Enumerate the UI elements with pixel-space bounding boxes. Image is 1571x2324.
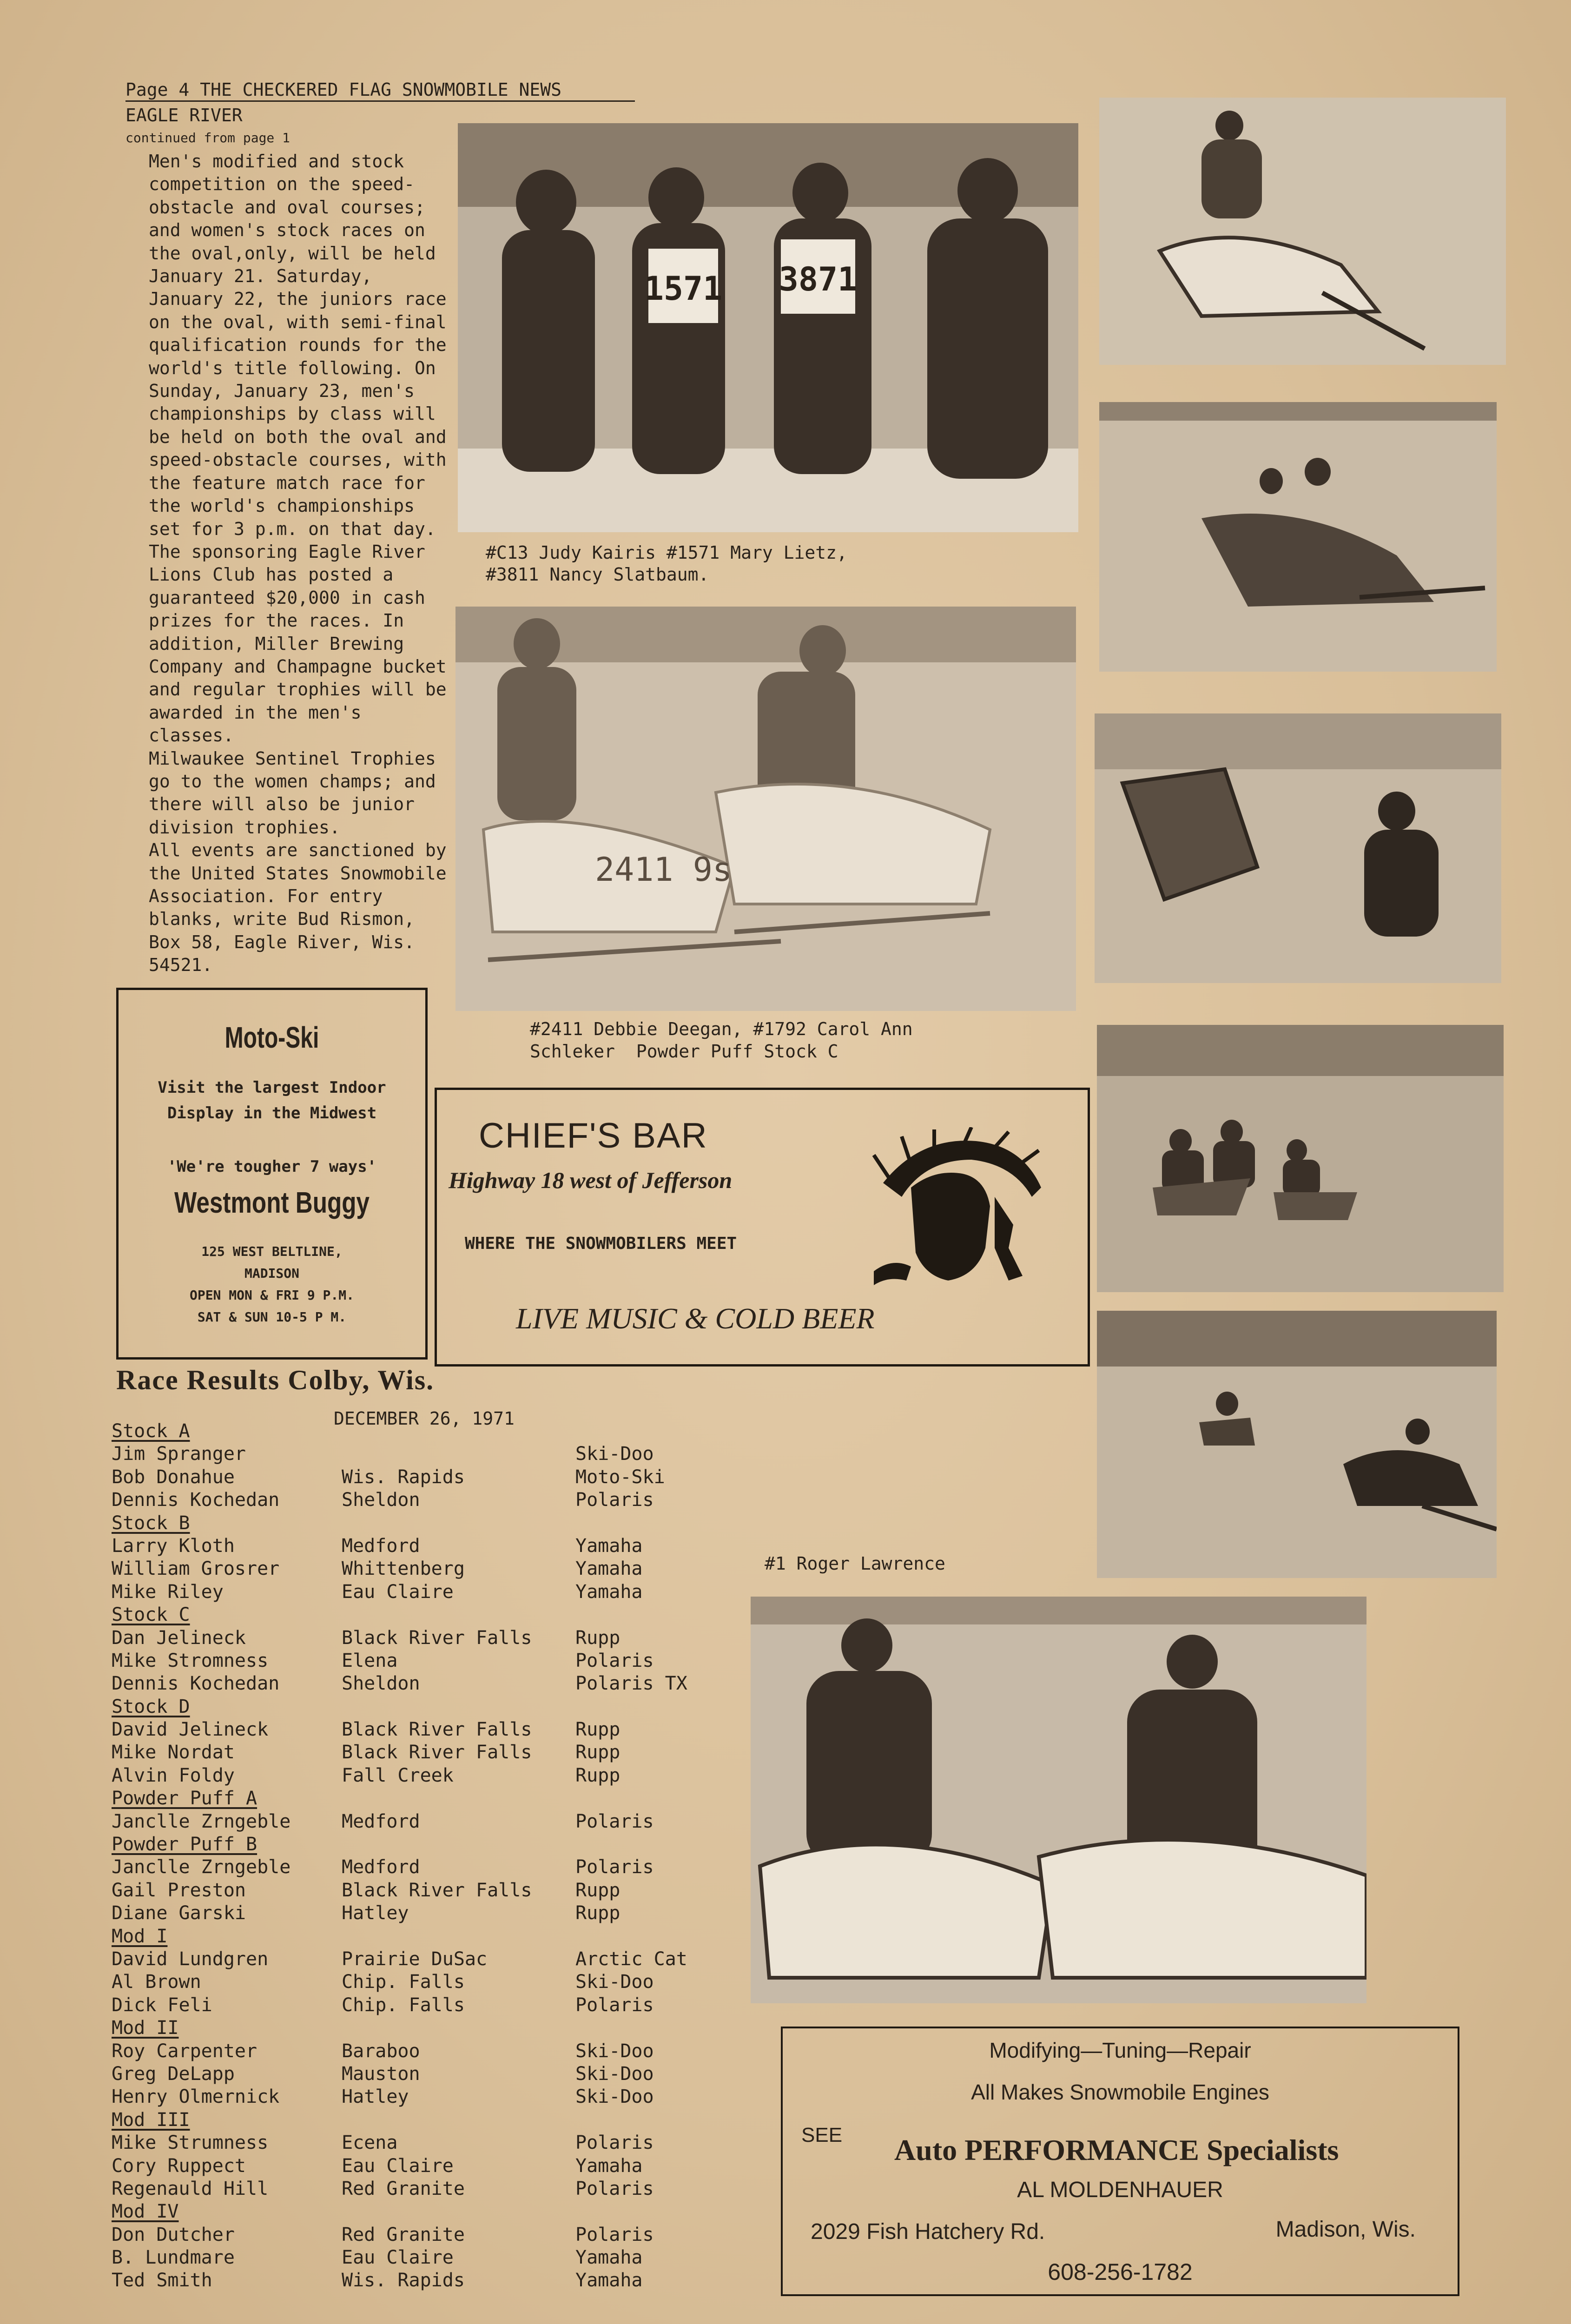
racer-make: Moto-Ski xyxy=(575,1466,665,1488)
racer-name: Mike Stromness xyxy=(112,1650,269,1671)
racer-make: Ski-Doo xyxy=(575,1971,654,1993)
page-header: Page 4 THE CHECKERED FLAG SNOWMOBILE NEWS xyxy=(125,79,635,102)
results-category xyxy=(112,2017,725,2040)
photo-race-finish xyxy=(1097,1311,1497,1578)
article-paragraph: The sponsoring Eagle River Lions Club has posted a guaranteed $20,000 in cash prizes for the races. In addition, Miller Brewing Company and Champagne bucket and regular trophies will be awarded in the men's classes. xyxy=(149,541,447,746)
ad-text: Display in the Midwest xyxy=(167,1104,377,1122)
ad-owner: AL MOLDENHAUER xyxy=(1017,2178,1223,2202)
racer-name: Alvin Foldy xyxy=(112,1764,235,1786)
racer-make: Yamaha xyxy=(575,1535,643,1557)
category-label: Powder Puff A xyxy=(112,1788,257,1809)
bib-number: 3871 xyxy=(779,260,858,298)
results-row xyxy=(112,2246,725,2269)
ad-tagline: WHERE THE SNOWMOBILERS MEET xyxy=(465,1234,737,1253)
racer-name: Diane Garski xyxy=(112,1902,246,1924)
ad-hours: OPEN MON & FRI 9 P.M. xyxy=(189,1287,354,1303)
continued-note: continued from page 1 xyxy=(125,130,290,145)
photo-race-finish-image xyxy=(1097,1311,1497,1578)
ad-chiefs-bar xyxy=(435,1088,1090,1367)
racer-make: Polaris xyxy=(575,1810,654,1832)
racer-name: Janclle Zrngeble xyxy=(112,1810,291,1832)
results-table xyxy=(112,1420,725,2292)
results-row xyxy=(112,1764,725,1787)
racer-make: Yamaha xyxy=(575,1581,643,1603)
racer-make: Polaris xyxy=(575,1650,654,1671)
racer-make: Rupp xyxy=(575,1627,620,1649)
racer-make: Polaris xyxy=(575,2178,654,2199)
racer-make: Polaris xyxy=(575,1994,654,2016)
racer-make: Polaris xyxy=(575,2132,654,2154)
results-row xyxy=(112,1466,725,1489)
photo-overturned-sled-image xyxy=(1095,713,1501,983)
ad-auto-performance xyxy=(781,2027,1459,2296)
ad-subtitle: Highway 18 west of Jefferson xyxy=(449,1167,733,1193)
racer-town: Wis. Rapids xyxy=(342,2270,465,2291)
racer-make: Yamaha xyxy=(575,1558,643,1580)
photo-caption: #1 Roger Lawrence xyxy=(765,1553,945,1574)
results-row xyxy=(112,1902,725,1925)
racer-name: Henry Olmernick xyxy=(112,2086,280,2108)
racer-town: Medford xyxy=(342,1810,420,1832)
racer-name: Mike Strumness xyxy=(112,2132,269,2154)
racer-name: Mike Riley xyxy=(112,1581,224,1603)
racer-town: Red Granite xyxy=(342,2178,465,2199)
racer-town: Black River Falls xyxy=(342,1742,532,1763)
racer-town: Black River Falls xyxy=(342,1879,532,1901)
racer-town: Elena xyxy=(342,1650,398,1671)
article-paragraph: All events are sanctioned by the United States Snowmobile Association. For entry blanks, write Bud Rismon, Box 58, Eagle River, Wis. 54521. xyxy=(149,840,447,976)
racer-name: Mike Nordat xyxy=(112,1742,235,1763)
photo-racer-jump xyxy=(1099,98,1506,365)
section-title: EAGLE RIVER xyxy=(125,105,243,125)
racer-name: Ted Smith xyxy=(112,2270,212,2291)
racer-make: Rupp xyxy=(575,1764,620,1786)
racer-name: Al Brown xyxy=(112,1971,201,1993)
article-paragraph: Men's modified and stock competition on the speed-obstacle and oval courses; and women's stock races on the oval,only, will be held January 21. Saturday, January 22, the juniors race on the oval, with semi-final qualification rounds for the world's title following. On Sunday, January 23, men's championships by class will be held on both the oval and speed-obstacle courses, with the feature match race for the world's championships set for 3 p.m. on that day. xyxy=(149,151,447,539)
ad-address: 2029 Fish Hatchery Rd. xyxy=(811,2219,1045,2244)
racer-name: Bob Donahue xyxy=(112,1466,235,1488)
racer-town: Chip. Falls xyxy=(342,1994,465,2016)
racer-town: Hatley xyxy=(342,1902,409,1924)
racer-town: Mauston xyxy=(342,2063,420,2085)
results-row xyxy=(112,1971,725,1994)
photo-caption: Schleker Powder Puff Stock C xyxy=(530,1041,838,1062)
results-row xyxy=(112,1948,725,1971)
indian-chief-icon xyxy=(855,1127,1050,1308)
racer-name: Dennis Kochedan xyxy=(112,1489,280,1511)
results-row xyxy=(112,1627,725,1650)
racer-make: Ski-Doo xyxy=(575,2040,654,2062)
results-row xyxy=(112,2063,725,2086)
racer-name: Gail Preston xyxy=(112,1879,246,1901)
results-row xyxy=(112,1741,725,1764)
results-category xyxy=(112,2200,725,2223)
results-row xyxy=(112,1810,725,1833)
photo-two-sleds-track xyxy=(1099,402,1497,672)
results-row xyxy=(112,1443,725,1466)
racer-make: Rupp xyxy=(575,1902,620,1924)
racer-town: Wis. Rapids xyxy=(342,1466,465,1488)
photo-roger-lawrence-image xyxy=(751,1597,1366,2003)
racer-town: Sheldon xyxy=(342,1673,420,1695)
racer-make: Rupp xyxy=(575,1719,620,1741)
category-label: Mod II xyxy=(112,2017,179,2039)
photo-pack-racing xyxy=(1097,1025,1504,1292)
photo-overturned-sled xyxy=(1095,713,1501,983)
photo-two-sleds-track-image xyxy=(1099,402,1497,672)
racer-town: Ecena xyxy=(342,2132,398,2154)
racer-name: Dan Jelineck xyxy=(112,1627,246,1649)
category-label: Stock D xyxy=(112,1696,190,1717)
racer-make: Yamaha xyxy=(575,2155,643,2177)
ad-brand: Moto-Ski xyxy=(224,1021,319,1054)
sled-number: 2411 9s xyxy=(595,851,733,889)
results-row xyxy=(112,1718,725,1741)
results-category xyxy=(112,1696,725,1718)
racer-town: Whittenberg xyxy=(342,1558,465,1580)
racer-make: Ski-Doo xyxy=(575,2086,654,2108)
racer-make: Ski-Doo xyxy=(575,2063,654,2085)
results-category xyxy=(112,1512,725,1535)
article-body xyxy=(116,150,455,977)
racer-make: Ski-Doo xyxy=(575,1443,654,1465)
category-label: Stock C xyxy=(112,1604,190,1626)
racer-town: Sheldon xyxy=(342,1489,420,1511)
racer-make: Rupp xyxy=(575,1879,620,1901)
photo-caption: #2411 Debbie Deegan, #1792 Carol Ann xyxy=(530,1019,913,1039)
results-row xyxy=(112,1994,725,2017)
racer-town: Medford xyxy=(342,1856,420,1878)
results-category xyxy=(112,1420,725,1443)
ad-business-name: Auto PERFORMANCE Specialists xyxy=(894,2133,1339,2166)
photo-roger-lawrence xyxy=(751,1597,1366,2003)
ad-title: CHIEF'S BAR xyxy=(479,1116,708,1155)
racer-town: Chip. Falls xyxy=(342,1971,465,1993)
ad-moto-ski xyxy=(116,988,428,1360)
ad-address: MADISON xyxy=(244,1266,299,1281)
photo-racer-jump-image xyxy=(1099,98,1506,365)
racer-name: Dick Feli xyxy=(112,1994,212,2016)
ad-hours: SAT & SUN 10-5 P M. xyxy=(197,1309,347,1325)
racer-name: Roy Carpenter xyxy=(112,2040,257,2062)
results-title: Race Results Colby, Wis. xyxy=(116,1365,435,1395)
category-label: Mod I xyxy=(112,1925,168,1947)
results-row xyxy=(112,2178,725,2200)
photo-four-racers-image xyxy=(458,123,1078,532)
racer-town: Prairie DuSac xyxy=(342,1948,488,1970)
photo-caption: #C13 Judy Kairis #1571 Mary Lietz, xyxy=(486,542,847,563)
photo-four-racers xyxy=(458,123,1078,532)
racer-name: Larry Kloth xyxy=(112,1535,235,1557)
results-category xyxy=(112,1925,725,1948)
racer-name: Dennis Kochedan xyxy=(112,1673,280,1695)
photo-two-riders-image xyxy=(455,607,1076,1011)
photo-caption: #3811 Nancy Slatbaum. xyxy=(486,564,709,585)
racer-name: William Grosrer xyxy=(112,1558,280,1580)
results-row xyxy=(112,2155,725,2178)
category-label: Stock B xyxy=(112,1512,190,1534)
results-row xyxy=(112,2040,725,2063)
results-row xyxy=(112,1581,725,1604)
racer-name: Regenauld Hill xyxy=(112,2178,269,2199)
racer-town: Hatley xyxy=(342,2086,409,2108)
racer-name: Janclle Zrngeble xyxy=(112,1856,291,1878)
category-label: Mod III xyxy=(112,2109,190,2131)
ad-text: Visit the largest Indoor xyxy=(158,1078,386,1097)
racer-name: Jim Spranger xyxy=(112,1443,246,1465)
racer-town: Medford xyxy=(342,1535,420,1557)
racer-make: Rupp xyxy=(575,1742,620,1763)
racer-town: Baraboo xyxy=(342,2040,420,2062)
bib-number: 1571 xyxy=(644,270,723,308)
ad-dealer: Westmont Buggy xyxy=(174,1186,370,1219)
racer-town: Eau Claire xyxy=(342,1581,454,1603)
results-row xyxy=(112,2224,725,2246)
racer-name: Cory Ruppect xyxy=(112,2155,246,2177)
racer-town: Black River Falls xyxy=(342,1719,532,1741)
results-category xyxy=(112,1833,725,1856)
racer-make: Yamaha xyxy=(575,2270,643,2291)
racer-name: David Jelineck xyxy=(112,1719,269,1741)
racer-make: Polaris xyxy=(575,1856,654,1878)
category-label: Stock A xyxy=(112,1420,190,1442)
racer-name: David Lundgren xyxy=(112,1948,269,1970)
category-label: Mod IV xyxy=(112,2201,179,2223)
racer-make: Polaris xyxy=(575,1489,654,1511)
racer-name: Don Dutcher xyxy=(112,2224,235,2245)
results-date: DECEMBER 26, 1971 xyxy=(334,1408,515,1429)
racer-town: Red Granite xyxy=(342,2224,465,2245)
racer-name: Greg DeLapp xyxy=(112,2063,235,2085)
article-paragraph: Milwaukee Sentinel Trophies go to the women champs; and there will also be junior division trophies. xyxy=(149,748,436,838)
photo-two-riders xyxy=(455,607,1076,1011)
racer-town: Black River Falls xyxy=(342,1627,532,1649)
racer-town: Fall Creek xyxy=(342,1764,454,1786)
racer-make: Polaris TX xyxy=(575,1673,687,1695)
results-row xyxy=(112,1558,725,1580)
results-row xyxy=(112,1879,725,1902)
ad-address: 125 WEST BELTLINE, xyxy=(201,1244,343,1259)
ad-city: Madison, Wis. xyxy=(1275,2217,1416,2242)
results-row xyxy=(112,1535,725,1558)
photo-pack-racing-image xyxy=(1097,1025,1504,1292)
category-label: Powder Puff B xyxy=(112,1834,257,1855)
racer-make: Polaris xyxy=(575,2224,654,2245)
results-category xyxy=(112,2109,725,2132)
ad-services: Modifying—Tuning—Repair xyxy=(989,2038,1251,2062)
results-category xyxy=(112,1787,725,1810)
racer-name: B. Lundmare xyxy=(112,2247,235,2269)
ad-phone: 608-256-1782 xyxy=(1048,2259,1193,2285)
ad-see: SEE xyxy=(801,2124,843,2146)
racer-town: Eau Claire xyxy=(342,2247,454,2269)
results-row xyxy=(112,2132,725,2154)
results-row xyxy=(112,1672,725,1695)
ad-engines: All Makes Snowmobile Engines xyxy=(971,2080,1269,2104)
results-row xyxy=(112,1489,725,1512)
racer-make: Arctic Cat xyxy=(575,1948,687,1970)
results-row xyxy=(112,2086,725,2108)
results-row xyxy=(112,1856,725,1879)
results-category xyxy=(112,1604,725,1626)
results-row xyxy=(112,1650,725,1672)
racer-make: Yamaha xyxy=(575,2247,643,2269)
results-row xyxy=(112,2269,725,2292)
ad-slogan: 'We're tougher 7 ways' xyxy=(167,1157,377,1176)
racer-town: Eau Claire xyxy=(342,2155,454,2177)
ad-bottom-line: LIVE MUSIC & COLD BEER xyxy=(516,1302,875,1335)
